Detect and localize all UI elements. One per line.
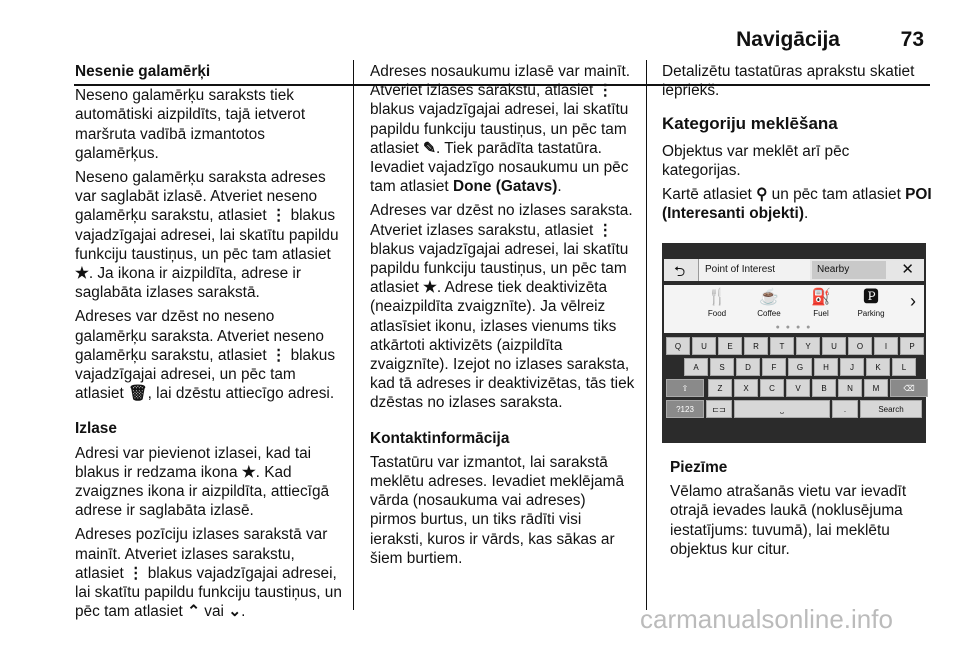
poi-label: POI (Interesanti objekti) — [662, 186, 932, 223]
note-box — [670, 458, 932, 564]
key[interactable]: U — [822, 337, 846, 355]
paragraph: Adreses pozīciju izlases sarakstā var mainīt. Atveriet izlases sarakstu, atlasiet ⋮ blakus vajadzīgajai adresei, lai skatītu papildu funkciju taustiņus, un pēc tam atlasiet ⌃ vai ⌄. — [75, 526, 342, 621]
key[interactable]: G — [788, 358, 812, 376]
more-options-icon: ⋮ — [270, 207, 287, 225]
chevron-up-icon: ⌃ — [187, 603, 200, 621]
paragraph — [370, 201, 635, 412]
column-left — [75, 62, 345, 626]
key[interactable]: X — [734, 379, 758, 397]
key[interactable]: J — [840, 358, 864, 376]
column-divider — [646, 60, 647, 610]
key[interactable]: D — [736, 358, 760, 376]
watermark-text: carmanualsonline.info — [640, 604, 893, 634]
key[interactable]: T — [770, 337, 794, 355]
star-icon: ★ — [241, 463, 256, 481]
section-heading: Nesenie galamērķi — [75, 63, 211, 80]
search-icon: ⚲ — [756, 186, 768, 204]
text: . Tiek parādīta tastatūra. Ievadiet vajadzīgo nosaukumu un pēc tam atlasiet — [370, 139, 629, 196]
input-mode-key[interactable]: ⊏⊐ — [706, 400, 732, 418]
category-food[interactable] — [692, 287, 742, 318]
dot-key[interactable]: . — [832, 400, 858, 418]
key[interactable]: F — [762, 358, 786, 376]
back-icon[interactable]: ⮌ — [674, 263, 686, 279]
column-right — [662, 62, 932, 228]
key[interactable]: P — [900, 337, 924, 355]
pencil-icon: ✎ — [423, 139, 436, 157]
star-icon: ★ — [75, 265, 89, 283]
fuel-pump-icon: ⛽ — [811, 289, 831, 306]
text: Adreses var dzēst no izlases saraksta. Atveriet izlases sarakstu, atlasiet — [370, 202, 633, 239]
more-options-icon: ⋮ — [128, 564, 144, 582]
text: blakus vajadzīgajai adresei, lai skatītu papildu funkciju taustiņus, un pēc tam atlasiet — [75, 564, 342, 621]
key[interactable]: K — [866, 358, 890, 376]
paragraph — [75, 444, 345, 521]
note-heading: Piezīme — [670, 459, 728, 476]
category-strip — [664, 285, 924, 333]
category-label: Food — [707, 309, 727, 318]
key[interactable]: U — [692, 337, 716, 355]
text: un pēc tam atlasiet — [771, 186, 901, 204]
text: Kartē atlasiet — [662, 186, 752, 204]
key[interactable]: V — [786, 379, 810, 397]
chevron-down-icon: ⌄ — [228, 603, 242, 621]
paragraph — [75, 307, 345, 403]
category-parking[interactable] — [846, 287, 896, 318]
paragraph: Detalizētu tastatūras aprakstu skatiet iepriekš. — [662, 63, 915, 100]
paragraph: Objektus var meklēt arī pēc kategorijas. — [662, 142, 850, 179]
key[interactable]: N — [838, 379, 862, 397]
text: . Adrese tiek deaktivizēta (neaizpildīta zvaigznīte). Ja vēlreiz atlasīsiet ikonu, izlases vienums tiks atkārtoti aktivizēts (aizpildīta zvaigznīte). Izejot no izlases saraksta, kad tā adreses ir deaktivizētas, tās tiek dzēstas no izlases saraksta. — [370, 279, 635, 412]
chevron-right-icon[interactable]: › — [910, 291, 916, 311]
category-label: Fuel — [813, 309, 829, 318]
key[interactable]: S — [710, 358, 734, 376]
parking-icon: 🅿 — [862, 289, 879, 306]
paragraph: Kartē atlasiet ⚲ un pēc tam atlasiet POI (Interesanti objekti). — [662, 186, 932, 223]
text: . Kad zvaigznes ikona ir aizpildīta, attiecīgā adrese ir saglabāta izlasē. — [75, 463, 330, 520]
text: vai — [204, 603, 224, 621]
shift-key[interactable]: ⇧ — [666, 379, 704, 397]
page-number: 73 — [900, 28, 924, 51]
key[interactable]: O — [848, 337, 872, 355]
space-key[interactable]: ⎵ — [734, 400, 830, 418]
text: blakus vajadzīgajai adresei, un pēc tam atlasiet — [75, 346, 336, 403]
paragraph: Neseno galamērķu saraksts tiek automātiski aizpildīts, tajā ietverot maršruta vadībā izmantotos galamērķus. — [75, 87, 306, 162]
section-heading: Izlase — [75, 420, 117, 438]
key[interactable]: B — [812, 379, 836, 397]
search-bar — [664, 259, 924, 281]
watermark-graphic — [0, 580, 960, 642]
column-divider — [353, 60, 354, 610]
section-heading: Kategoriju meklēšana — [662, 114, 838, 134]
more-options-icon: ⋮ — [270, 346, 287, 364]
text: blakus vajadzīgajai adresei, lai skatītu papildu funkciju taustiņus, un pēc tam atlasiet — [370, 240, 629, 297]
text: , lai dzēstu attiecīgo adresi. — [147, 385, 335, 403]
category-fuel[interactable] — [796, 287, 846, 318]
key[interactable]: Z — [708, 379, 732, 397]
text: Neseno galamērķu saraksta adreses var saglabāt izlasē. Atveriet neseno galamērķu sarakstu, atlasiet — [75, 169, 326, 225]
section-heading: Kontaktinformācija — [370, 429, 510, 447]
key[interactable]: Y — [796, 337, 820, 355]
key[interactable]: A — [684, 358, 708, 376]
coffee-icon: ☕ — [759, 289, 779, 306]
paragraph: Adreses nosaukumu izlasē var mainīt. Atveriet izlases sarakstu, atlasiet ⋮ blakus vajadzīgajai adresei, lai skatītu papildu funkciju taustiņus, un pēc tam atlasiet ✎. Tiek parādīta tastatūra. Ievadiet vajadzīgo nosaukumu un pēc tam atlasiet Done (Gatavs). — [370, 63, 631, 196]
numbers-key[interactable]: ?123 — [666, 400, 704, 418]
key[interactable]: Q — [666, 337, 690, 355]
poi-input[interactable]: Point of Interest — [698, 259, 810, 281]
category-label: Parking — [857, 309, 885, 318]
text: Adreses nosaukumu izlasē var mainīt. Atveriet izlases sarakstu, atlasiet — [370, 63, 631, 100]
done-label: Done (Gatavs) — [452, 178, 558, 196]
trash-icon: 🗑 — [128, 385, 148, 403]
page-title: Navigācija — [736, 28, 840, 51]
close-icon[interactable]: ✕ — [901, 261, 914, 278]
paragraph: Tastatūru var izmantot, lai sarakstā meklētu adreses. Ievadiet meklējamā vārda (nosaukuma vai adreses) pirmos burtus, un tiks rādīti visi ieraksti, kuros ir vārds, kas sākas ar šiem burtiem. — [370, 453, 625, 567]
page-header — [0, 28, 960, 58]
text: Adreses pozīciju izlases sarakstā var mainīt. Atveriet izlases sarakstu, atlasiet — [75, 526, 328, 582]
paragraph: Vēlamo atrašanās vietu var ievadīt otrajā ievades laukā (noklusējuma iestatījums: tuvumā), lai meklētu objektus kur citur. — [670, 483, 907, 558]
backspace-key[interactable]: ⌫ — [890, 379, 928, 397]
search-key[interactable]: Search — [860, 400, 922, 418]
key[interactable]: E — [718, 337, 742, 355]
key[interactable]: L — [892, 358, 916, 376]
fork-knife-icon: 🍴 — [707, 289, 727, 306]
category-label: Coffee — [757, 309, 781, 318]
key[interactable]: H — [814, 358, 838, 376]
watermark — [0, 580, 960, 642]
paragraph — [75, 168, 345, 302]
page-dots: ● ● ● ● — [775, 324, 813, 331]
text: Adreses var dzēst no neseno galamērķu saraksta. Atveriet neseno galamērķu sarakstu, atlasiet — [75, 308, 324, 364]
more-options-icon: ⋮ — [597, 221, 613, 239]
more-options-icon: ⋮ — [597, 82, 613, 100]
keyboard — [664, 337, 924, 421]
star-icon: ★ — [423, 279, 437, 297]
key[interactable]: I — [874, 337, 898, 355]
text: . Ja ikona ir aizpildīta, adrese ir saglabāta izlases sarakstā. — [75, 265, 301, 302]
text: Adresi var pievienot izlasei, kad tai blakus ir redzama ikona — [75, 444, 312, 481]
key[interactable]: C — [760, 379, 784, 397]
poi-screen-image — [662, 243, 926, 443]
location-input[interactable]: Nearby — [812, 261, 886, 279]
key[interactable]: M — [864, 379, 888, 397]
key[interactable]: R — [744, 337, 768, 355]
category-coffee[interactable] — [744, 287, 794, 318]
text: blakus vajadzīgajai adresei, lai skatītu papildu funkciju taustiņus, un pēc tam atlasiet — [370, 101, 629, 157]
text: blakus vajadzīgajai adresei, lai skatītu papildu funkciju taustiņus, un pēc tam atlasiet — [75, 207, 339, 263]
column-middle — [370, 62, 635, 573]
